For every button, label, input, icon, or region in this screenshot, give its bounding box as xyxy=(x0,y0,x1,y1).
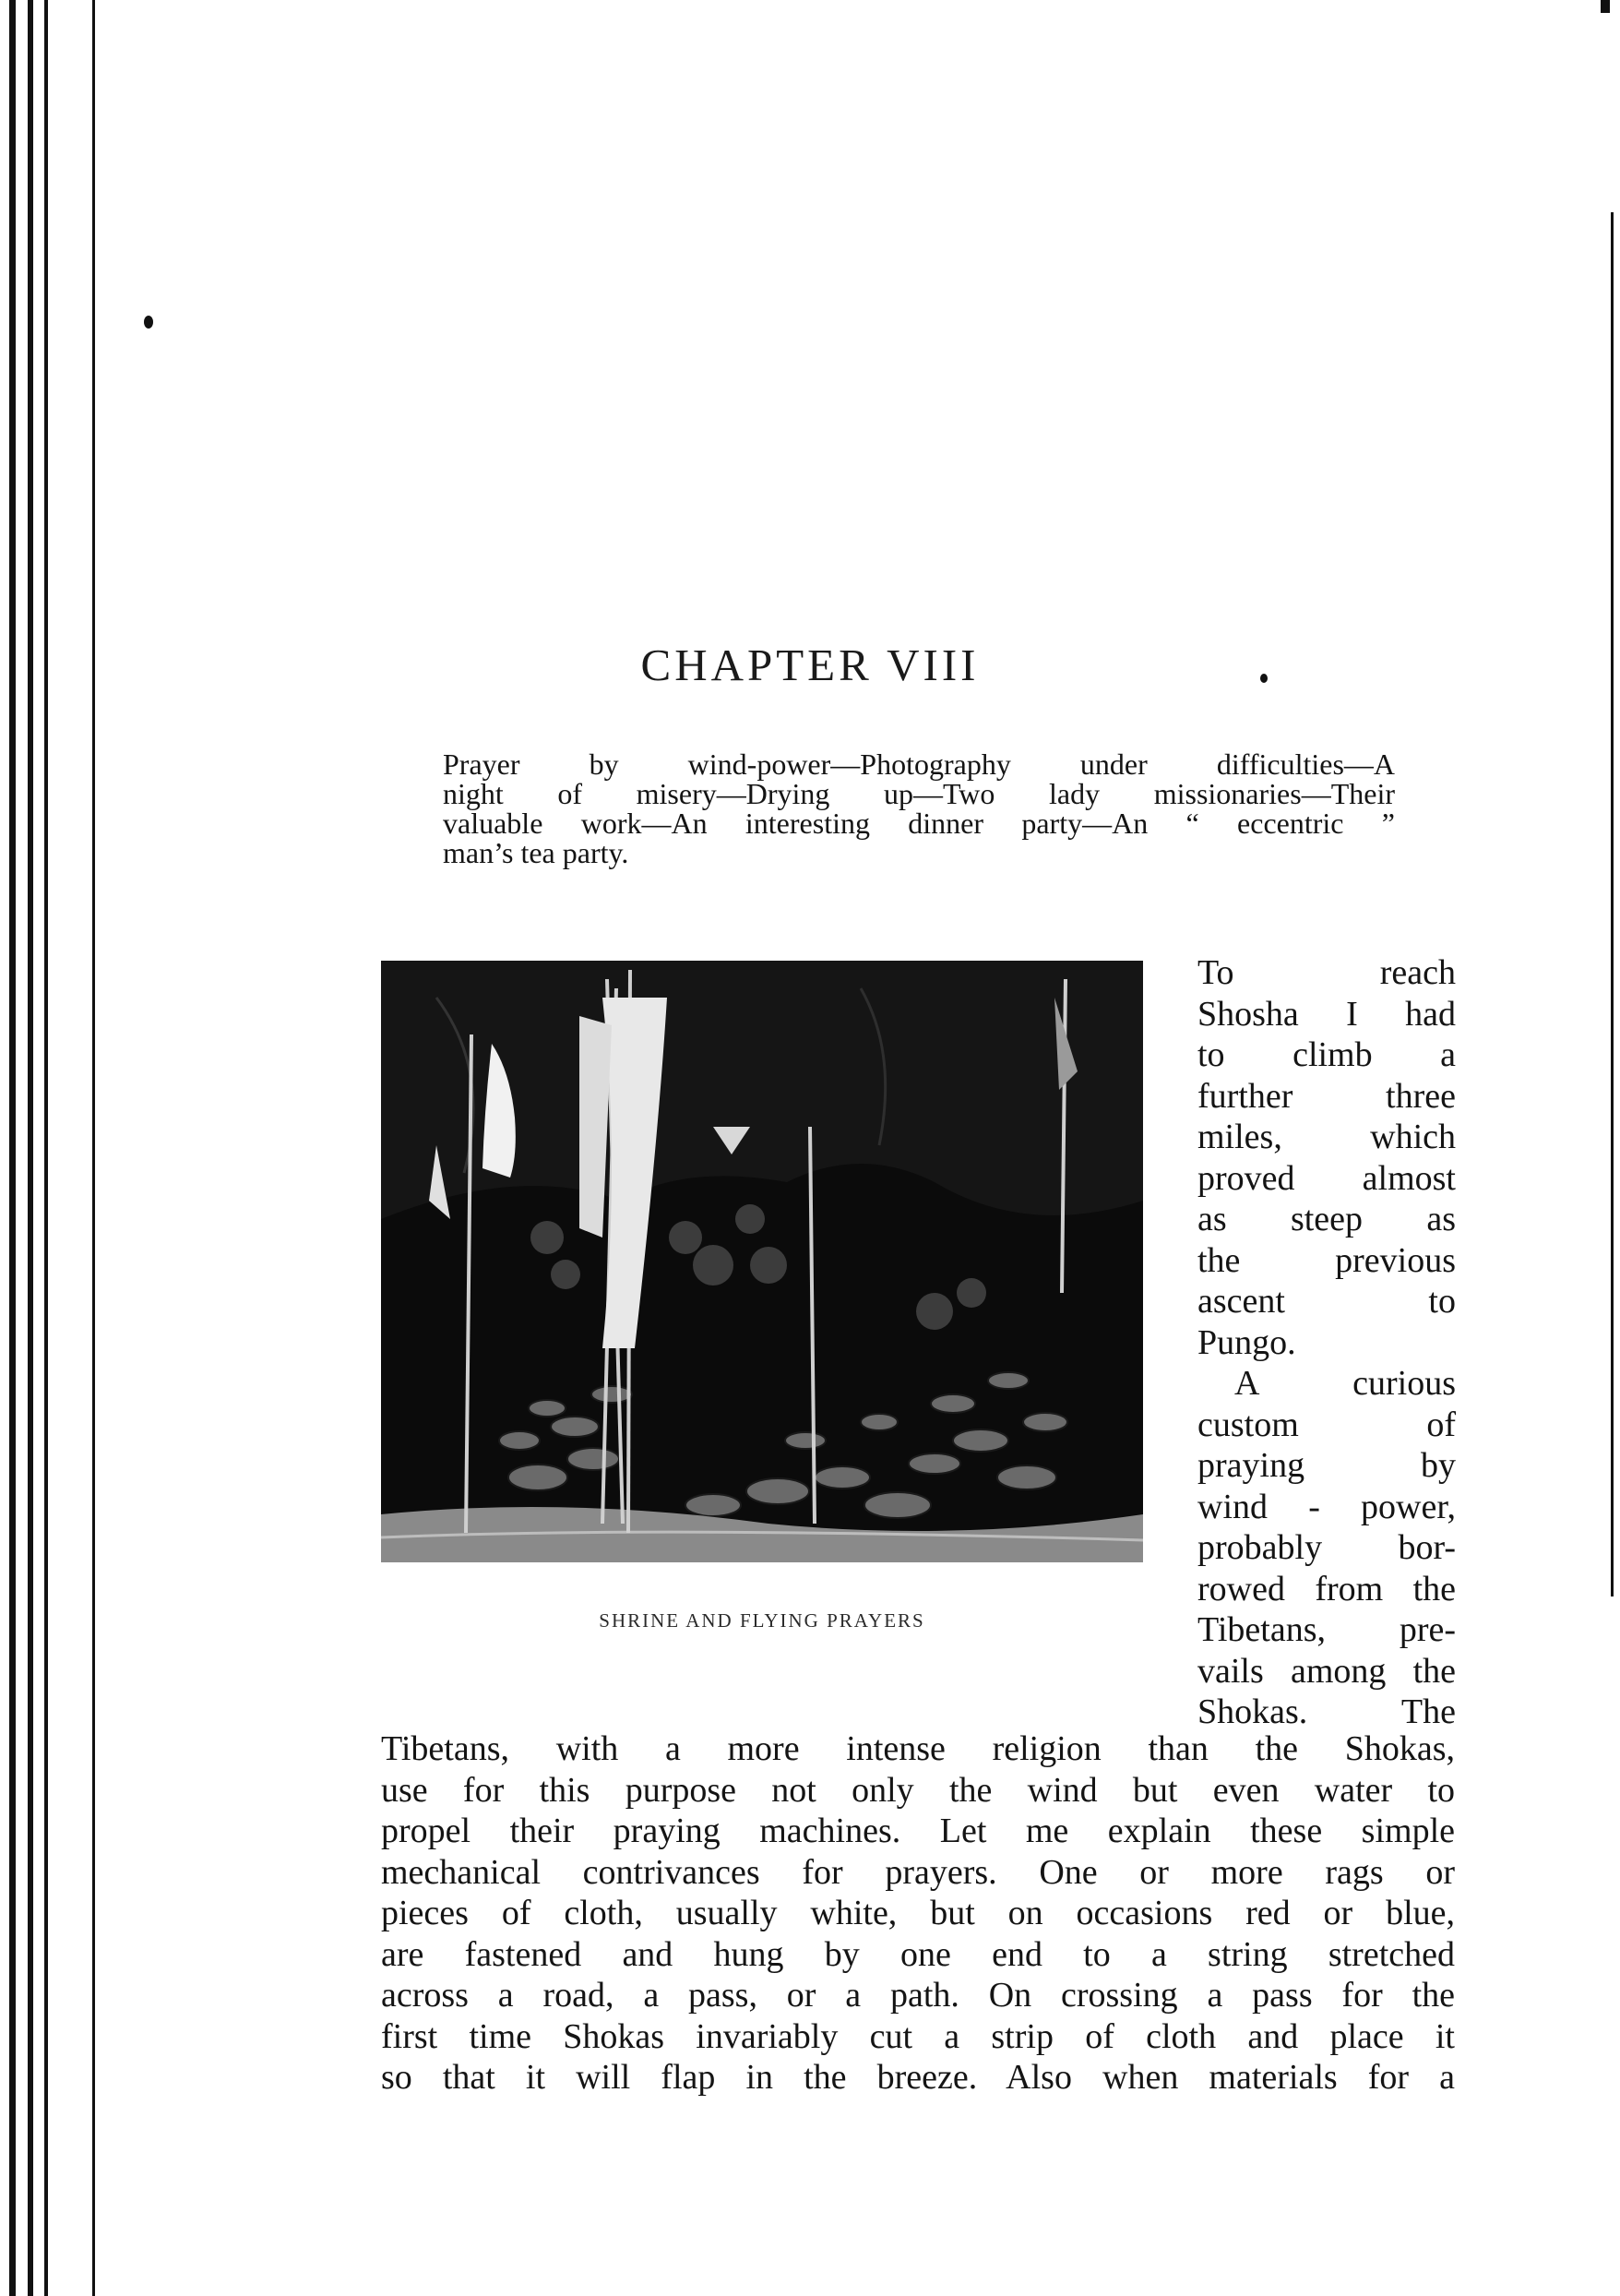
column-line: as steep as xyxy=(1197,1200,1456,1238)
scan-edge-right xyxy=(1611,212,1614,1596)
column-line: Tibetans, pre- xyxy=(1197,1610,1456,1649)
column-line: Shokas. The xyxy=(1197,1692,1456,1731)
summary-line: Prayer by wind-power—Photography under difficulties—A xyxy=(443,747,1395,781)
column-line: praying by xyxy=(1197,1446,1456,1485)
scan-edge-left-3 xyxy=(44,0,48,2296)
body-line: Tibetans, with a more intense religion than the Shokas, xyxy=(381,1729,1455,1768)
body-line: pieces of cloth, usually white, but on occasions red or blue, xyxy=(381,1894,1455,1932)
body-line: first time Shokas invariably cut a strip of cloth and place it xyxy=(381,2016,1455,2056)
scan-edge-left-1 xyxy=(9,0,16,2296)
column-line: proved almost xyxy=(1197,1158,1456,1198)
column-line: custom of xyxy=(1197,1405,1456,1444)
body-line: so that it will flap in the breeze. Also when materials for a xyxy=(381,2058,1455,2097)
column-line: to climb a xyxy=(1197,1035,1456,1074)
summary-line: night of misery—Drying up—Two lady missionaries—Their xyxy=(443,777,1395,810)
column-line: miles, which xyxy=(1197,1118,1456,1156)
body-line: are fastened and hung by one end to a string stretched xyxy=(381,1934,1455,1974)
column-line: ascent to xyxy=(1197,1282,1456,1321)
summary-line: valuable work—An interesting dinner party—An “ eccentric ” xyxy=(443,807,1395,840)
column-line: Shosha I had xyxy=(1197,994,1456,1034)
column-line: the previous xyxy=(1197,1240,1456,1280)
body-line: use for this purpose not only the wind but even water to xyxy=(381,1770,1455,1810)
shrine-photo-illustration xyxy=(381,961,1143,1562)
body-line: mechanical contrivances for prayers. One or more rags or xyxy=(381,1852,1455,1892)
speck-1 xyxy=(144,316,153,329)
column-line: probably bor- xyxy=(1197,1528,1456,1567)
shrine-photograph xyxy=(381,961,1143,1562)
column-line: rowed from the xyxy=(1197,1569,1456,1608)
column-line: A curious xyxy=(1234,1364,1456,1403)
chapter-summary xyxy=(443,749,1395,867)
column-line: To reach xyxy=(1197,953,1456,992)
scan-edge-right-top xyxy=(1601,0,1610,13)
body-text xyxy=(381,1728,1455,2099)
chapter-title: CHAPTER VIII xyxy=(640,640,980,690)
column-line: further three xyxy=(1197,1076,1456,1116)
wrapped-text-column xyxy=(1197,952,1456,1733)
scan-edge-left-4 xyxy=(92,0,95,2296)
column-line: wind - power, xyxy=(1197,1487,1456,1526)
figure-caption: SHRINE AND FLYING PRAYERS xyxy=(599,1609,925,1632)
column-line: Pungo. xyxy=(1197,1322,1296,1362)
body-line: propel their praying machines. Let me explain these simple xyxy=(381,1812,1455,1850)
body-line: across a road, a pass, or a path. On crossing a pass for the xyxy=(381,1976,1455,2015)
scan-edge-left-2 xyxy=(28,0,33,2296)
summary-line: man’s tea party. xyxy=(443,836,629,869)
column-line: vails among the xyxy=(1197,1651,1456,1691)
